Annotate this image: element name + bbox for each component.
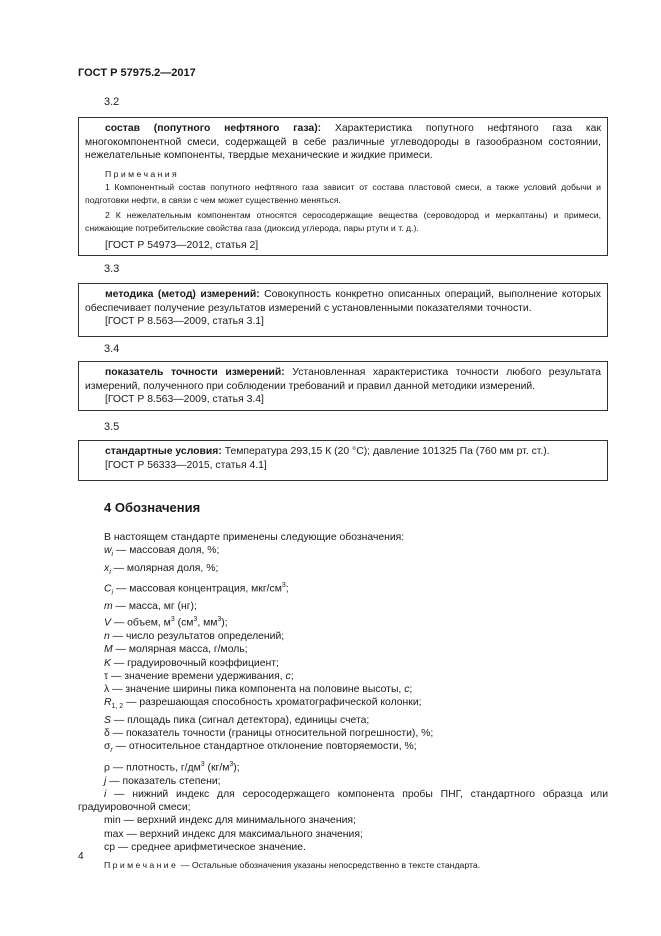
symbol-j: j — показатель степени; xyxy=(104,775,221,787)
term: стандартные условия: xyxy=(105,446,222,457)
term-box-3-3 xyxy=(78,283,608,337)
entry-number-3-3: 3.3 xyxy=(104,263,120,275)
reference: [ГОСТ Р 8.563—2009, статья 3.4] xyxy=(105,394,264,406)
symbol-lambda: λ — значение ширины пика компонента на половине высоты, c; xyxy=(104,684,413,696)
definition: Характеристика попутного нефтяного газа как многокомпонентной смеси, содержащей в себе различные углеводороды в газообразном состоянии, нежелательные компоненты, твердые механические и жидкие примеси. xyxy=(85,123,602,162)
symbol-v: V — объем, $м^3$ ($см^3$, $мм^3$); xyxy=(104,616,228,629)
section-title: 4 Обозначения xyxy=(104,500,201,515)
reference: [ГОСТ Р 56333—2015, статья 4.1] xyxy=(105,459,267,471)
document-header: ГОСТ Р 57975.2—2017 xyxy=(78,67,196,79)
entry-number-3-5: 3.5 xyxy=(104,421,120,433)
reference: [ГОСТ Р 8.563—2009, статья 3.1] xyxy=(105,316,264,328)
symbol-cp: ср — среднее арифметическое значение. xyxy=(104,842,306,854)
entry-number-3-2: 3.2 xyxy=(104,96,120,108)
page-number: 4 xyxy=(78,851,84,862)
symbol-delta: δ — показатель точности (границы относительной погрешности), %; xyxy=(104,728,434,740)
note-1: 1 Компонентный состав попутного нефтяного газа зависит от состава пластовой смеси, а также условий добычи и подготовки нефти, в связи с чем может существенно меняться. xyxy=(85,181,601,205)
section-note: Примечание — Остальные обозначения указаны непосредственно в тексте стандарта. xyxy=(104,860,481,871)
note-2: 2 К нежелательным компонентам относятся серосодержащие вещества (сероводород и меркаптаны) и примеси, снижающие потребительские свойства газа (диоксид углерода, пары ртути и т. д.). xyxy=(85,209,601,233)
entry-number-3-4: 3.4 xyxy=(104,343,120,355)
symbol-max: max — верхний индекс для максимального значения; xyxy=(104,828,363,840)
symbol-m: m — масса, мг (нг); xyxy=(104,600,197,612)
symbol-tau: τ — значение времени удерживания, c; xyxy=(104,670,294,682)
symbols-list xyxy=(78,531,608,873)
symbol-min: min — верхний индекс для минимального значения; xyxy=(104,815,356,827)
symbol-x: $x_i$ — молярная доля, %; xyxy=(104,562,219,576)
symbol-n: n — число результатов определений; xyxy=(104,630,285,642)
symbol-r: $R_{1, 2}$ — разрешающая способность хроматографической колонки; xyxy=(104,697,422,711)
symbol-mm: M — молярная масса, г/моль; xyxy=(104,644,248,656)
symbol-rho: ρ — плотность, $г/дм^3$ $(кг/м^3)$; xyxy=(104,760,240,774)
symbol-i: i — нижний индекс для серосодержащего компонента пробы ПНГ, стандартного образца или градуировочной смеси; xyxy=(78,788,609,814)
reference: [ГОСТ Р 54973—2012, статья 2] xyxy=(105,239,259,251)
symbol-w: $w_i$ — массовая доля, %; xyxy=(104,545,220,559)
symbol-k: K — градуировочный коэффициент; xyxy=(104,657,279,669)
term-box-3-2 xyxy=(78,117,608,256)
term: показатель точности измерений: xyxy=(105,367,285,378)
definition: Установленная характеристика точности любого результата измерений, полученного при соблюдении требований и правил данной методики измерений. xyxy=(85,367,602,392)
term: состав (попутного нефтяного газа): xyxy=(105,123,322,134)
definition-paragraph xyxy=(85,122,601,163)
term-box-3-5 xyxy=(78,440,608,481)
term-box-3-4 xyxy=(78,361,608,411)
symbol-sigma: $\sigma_r$ — относительное стандартное отклонение повторяемости, %; xyxy=(104,741,417,755)
term: методика (метод) измерений: xyxy=(105,289,260,300)
definition: Температура 293,15 К (20 °С); давление 101325 Па (760 мм рт. ст.). xyxy=(224,446,550,457)
notes-title: Примечания xyxy=(105,168,180,179)
symbols-intro: В настоящем стандарте применены следующие обозначения: xyxy=(104,532,405,543)
symbol-c: $C_i$ — массовая концентрация, мкг/$см^3$; xyxy=(104,582,289,597)
symbol-s: S — площадь пика (сигнал детектора), единицы счета; xyxy=(104,714,370,726)
definition: Совокупность конкретно описанных операций, выполнение которых обеспечивает получение результатов измерений с установленными показателями точности. xyxy=(85,289,601,314)
